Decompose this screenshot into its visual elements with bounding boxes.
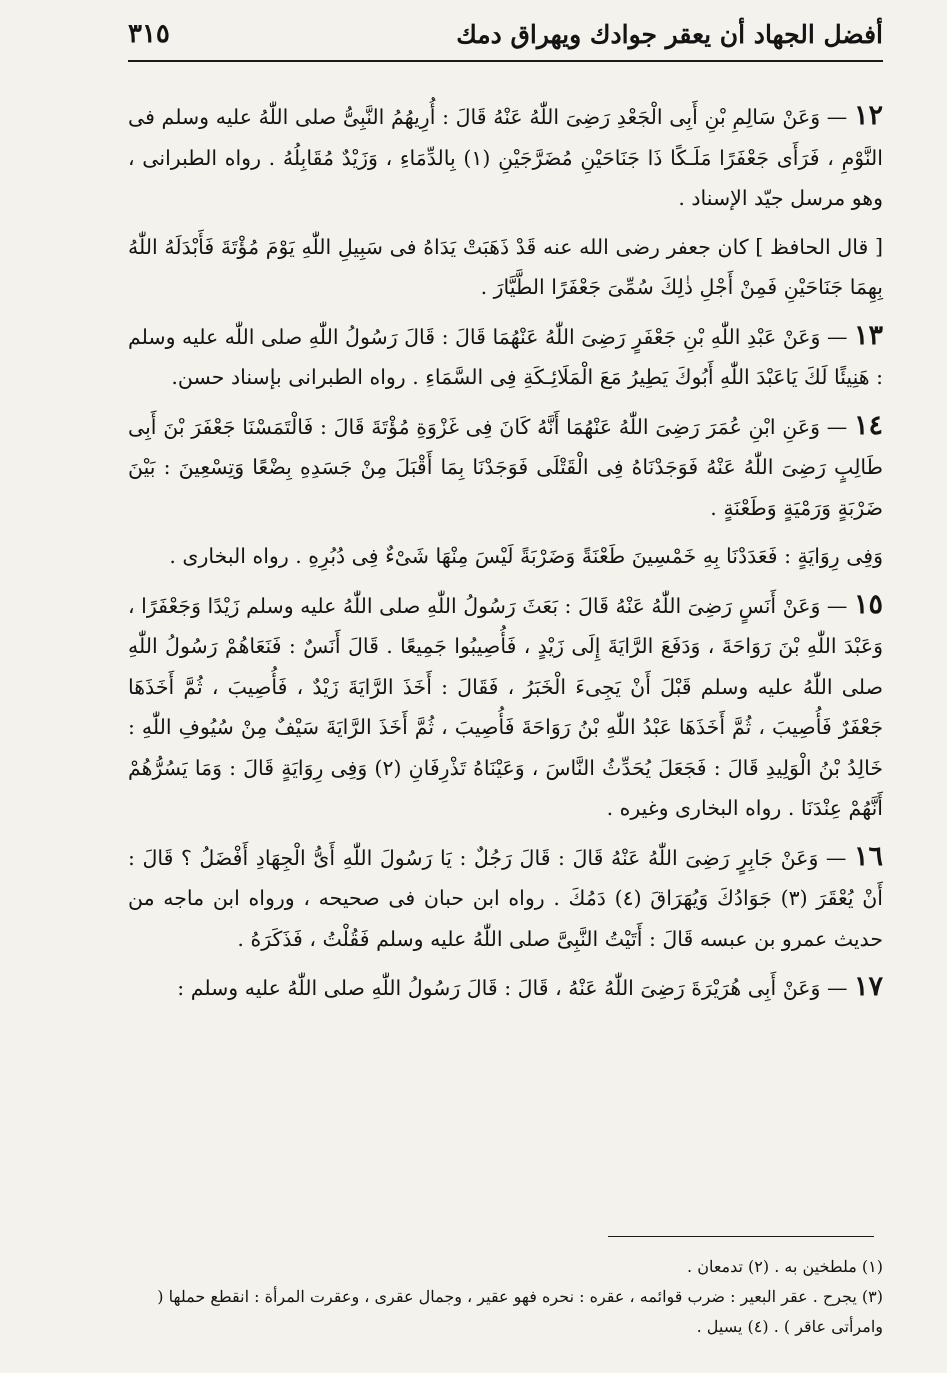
riwaya-note xyxy=(128,536,883,577)
header-rule xyxy=(128,60,883,62)
hadith-text: [ قال الحافظ ] كان جعفر رضى الله عنه قَدْ ذَهَبَتْ يَدَاهُ فى سَبِيلِ اللّٰهِ يَوْمَ مُؤْتَةَ فَأَبْدَلَهُ اللّٰهُ بِهِمَا جَنَاحَيْنِ فَمِنْ أَجْلِ ذٰلِكَ سُمِّىَ جَعْفَرًا الطَّيَّارَ . xyxy=(128,234,883,299)
hadith-number: ١٤ xyxy=(853,409,883,441)
hadith-number: ١٦ xyxy=(853,840,883,872)
hadith-text: — وَعَنْ عَبْدِ اللّٰهِ بْنِ جَعْفَرٍ رَضِىَ اللّٰهُ عَنْهُمَا قَالَ : قَالَ رَسُولُ اللّٰهِ صلى اللّٰه عليه وسلم : هَنِيئًا لَكَ يَاعَبْدَ اللّٰهِ أَبُوكَ يَطِيرُ مَعَ الْمَلَائِـكَةِ فِى السَّمَاءِ . رواه الطبرانى بإسناد حسن. xyxy=(128,324,883,389)
hadith-text: وَفِى رِوَايَةٍ : فَعَدَدْنَا بِهِ خَمْسِينَ طَعْنَةً وَضَرْبَةً لَيْسَ مِنْهَا شَىْءٌ فِى دُبُرِهِ . رواه البخارى . xyxy=(169,544,883,568)
hadith-text: — وَعَنْ أَنَسٍ رَضِىَ اللّٰهُ عَنْهُ قَالَ : بَعَثَ رَسُولُ اللّٰهِ صلى اللّٰهُ عليه وسلم زَيْدًا وَجَعْفَرًا ، وَعَبْدَ اللّٰهِ بْنَ رَوَاحَةَ ، وَدَفَعَ الرَّايَةَ إِلَى زَيْدٍ ، فَأُصِيبُوا جَمِيعًا . قَالَ أَنَسٌ : فَنَعَاهُمْ رَسُولُ اللّٰهِ صلى اللّٰهُ عليه وسلم قَبْلَ أَنْ يَجِىءَ الْخَبَرُ ، فَقَالَ : أَخَذَ الرَّايَةَ زَيْدٌ ، فَأُصِيبَ ، ثُمَّ أَخَذَهَا جَعْفَرٌ فَأُصِيبَ ، ثُمَّ أَخَذَهَا عَبْدُ اللّٰهِ بْنُ رَوَاحَةَ فَأُصِيبَ ، ثُمَّ أَخَذَ الرَّايَةَ سَيْفٌ مِنْ سُيُوفِ اللّٰهِ : خَالِدُ بْنُ الْوَلِيدِ قَالَ : فَجَعَلَ يُحَدِّثُ النَّاسَ ، وَعَيْنَاهُ تَذْرِفَانِ (٢) وَفِى رِوَايَةٍ قَالَ : وَمَا يَسُرُّهُمْ أَنَّهُمْ عِنْدَنَا . رواه البخارى وغيره . xyxy=(128,593,883,820)
hadith-number: ١٧ xyxy=(853,971,883,1002)
running-title: أفضل الجهاد أن يعقر جوادك ويهراق دمك xyxy=(456,19,883,49)
hadith-number: ١٢ xyxy=(853,100,883,131)
footnote-rule xyxy=(608,1236,874,1237)
hadith-12 xyxy=(128,96,883,219)
hadith-text: — وَعَنِ ابْنِ عُمَرَ رَضِىَ اللّٰهُ عَنْهُمَا أَنَّهُ كَانَ فِى غَزْوَةِ مُؤْتَةَ قَالَ : فَالْتَمَسْنَا جَعْفَرَ بْنَ أَبِى طَالِبٍ رَضِىَ اللّٰهُ عَنْهُ فَوَجَدْنَاهُ فِى الْقَتْلَى فَوَجَدْنَا بِمَا أَقْبَلَ مِنْ جَسَدِهِ بِضْعًا وَتِسْعِينَ : بَيْنَ ضَرْبَةٍ وَرَمْيَةٍ وَطَعْنَةٍ . xyxy=(128,414,883,520)
hadith-13 xyxy=(128,316,883,398)
main-text xyxy=(128,96,883,1017)
page-header xyxy=(128,14,883,54)
page-number: ٣١٥ xyxy=(128,19,170,49)
footnote-line: (١) ملطخين به . (٢) تدمعان . xyxy=(687,1257,883,1276)
hadith-number: ١٥ xyxy=(853,588,883,620)
hadith-text: — وَعَنْ سَالِمِ بْنِ أَبِى الْجَعْدِ رَضِىَ اللّٰهُ عَنْهُ قَالَ : أُرِيهُمُ النَّبِىُّ صلى اللّٰهُ عليه وسلم فى النَّوْمِ ، فَرَأَى جَعْفَرًا مَلَـكًا ذَا جَنَاحَيْنِ مُضَرَّجَيْنِ (١) بِالدِّمَاءِ ، وَزَيْدٌ مُقَابِلُهُ . رواه الطبرانى ، وهو مرسل جيّد الإسناد . xyxy=(128,105,884,210)
hadith-17 xyxy=(128,967,883,1009)
hafiz-note xyxy=(128,227,883,308)
hadith-number: ١٣ xyxy=(853,319,883,351)
footnote-line: (٣) يجرح . عقر البعير : ضرب قوائمه ، عقره : نحره فهو عقير ، وجمال عقرى ، وعقرت المرأة : انقطع حملها ( وامرأتى عاقر ) . (٤) يسيل . xyxy=(157,1287,883,1336)
hadith-text: — وَعَنْ جَابِرٍ رَضِىَ اللّٰهُ عَنْهُ قَالَ : قَالَ رَجُلٌ : يَا رَسُولَ اللّٰهِ أَىُّ الْجِهَادِ أَفْضَلُ ؟ قَالَ : أَنْ يُعْقَرَ (٣) جَوَادُكَ وَيُهَرَاقَ (٤) دَمُكَ . رواه ابن حبان فى صحيحه ، ورواه ابن ماجه من حديث عمرو بن عبسه قَالَ : أَتَيْتُ النَّبِىَّ صلى اللّٰهُ عليه وسلم فَقُلْتُ ، فَذَكَرَهُ . xyxy=(128,845,884,951)
hadith-text: — وَعَنْ أَبِى هُرَيْرَةَ رَضِىَ اللّٰهُ عَنْهُ ، قَالَ : قَالَ رَسُولُ اللّٰهِ صلى اللّٰهُ عليه وسلم : xyxy=(177,976,854,1000)
hadith-16 xyxy=(128,837,883,960)
hadith-15 xyxy=(128,585,883,829)
hadith-14 xyxy=(128,406,883,529)
footnotes xyxy=(128,1252,883,1342)
